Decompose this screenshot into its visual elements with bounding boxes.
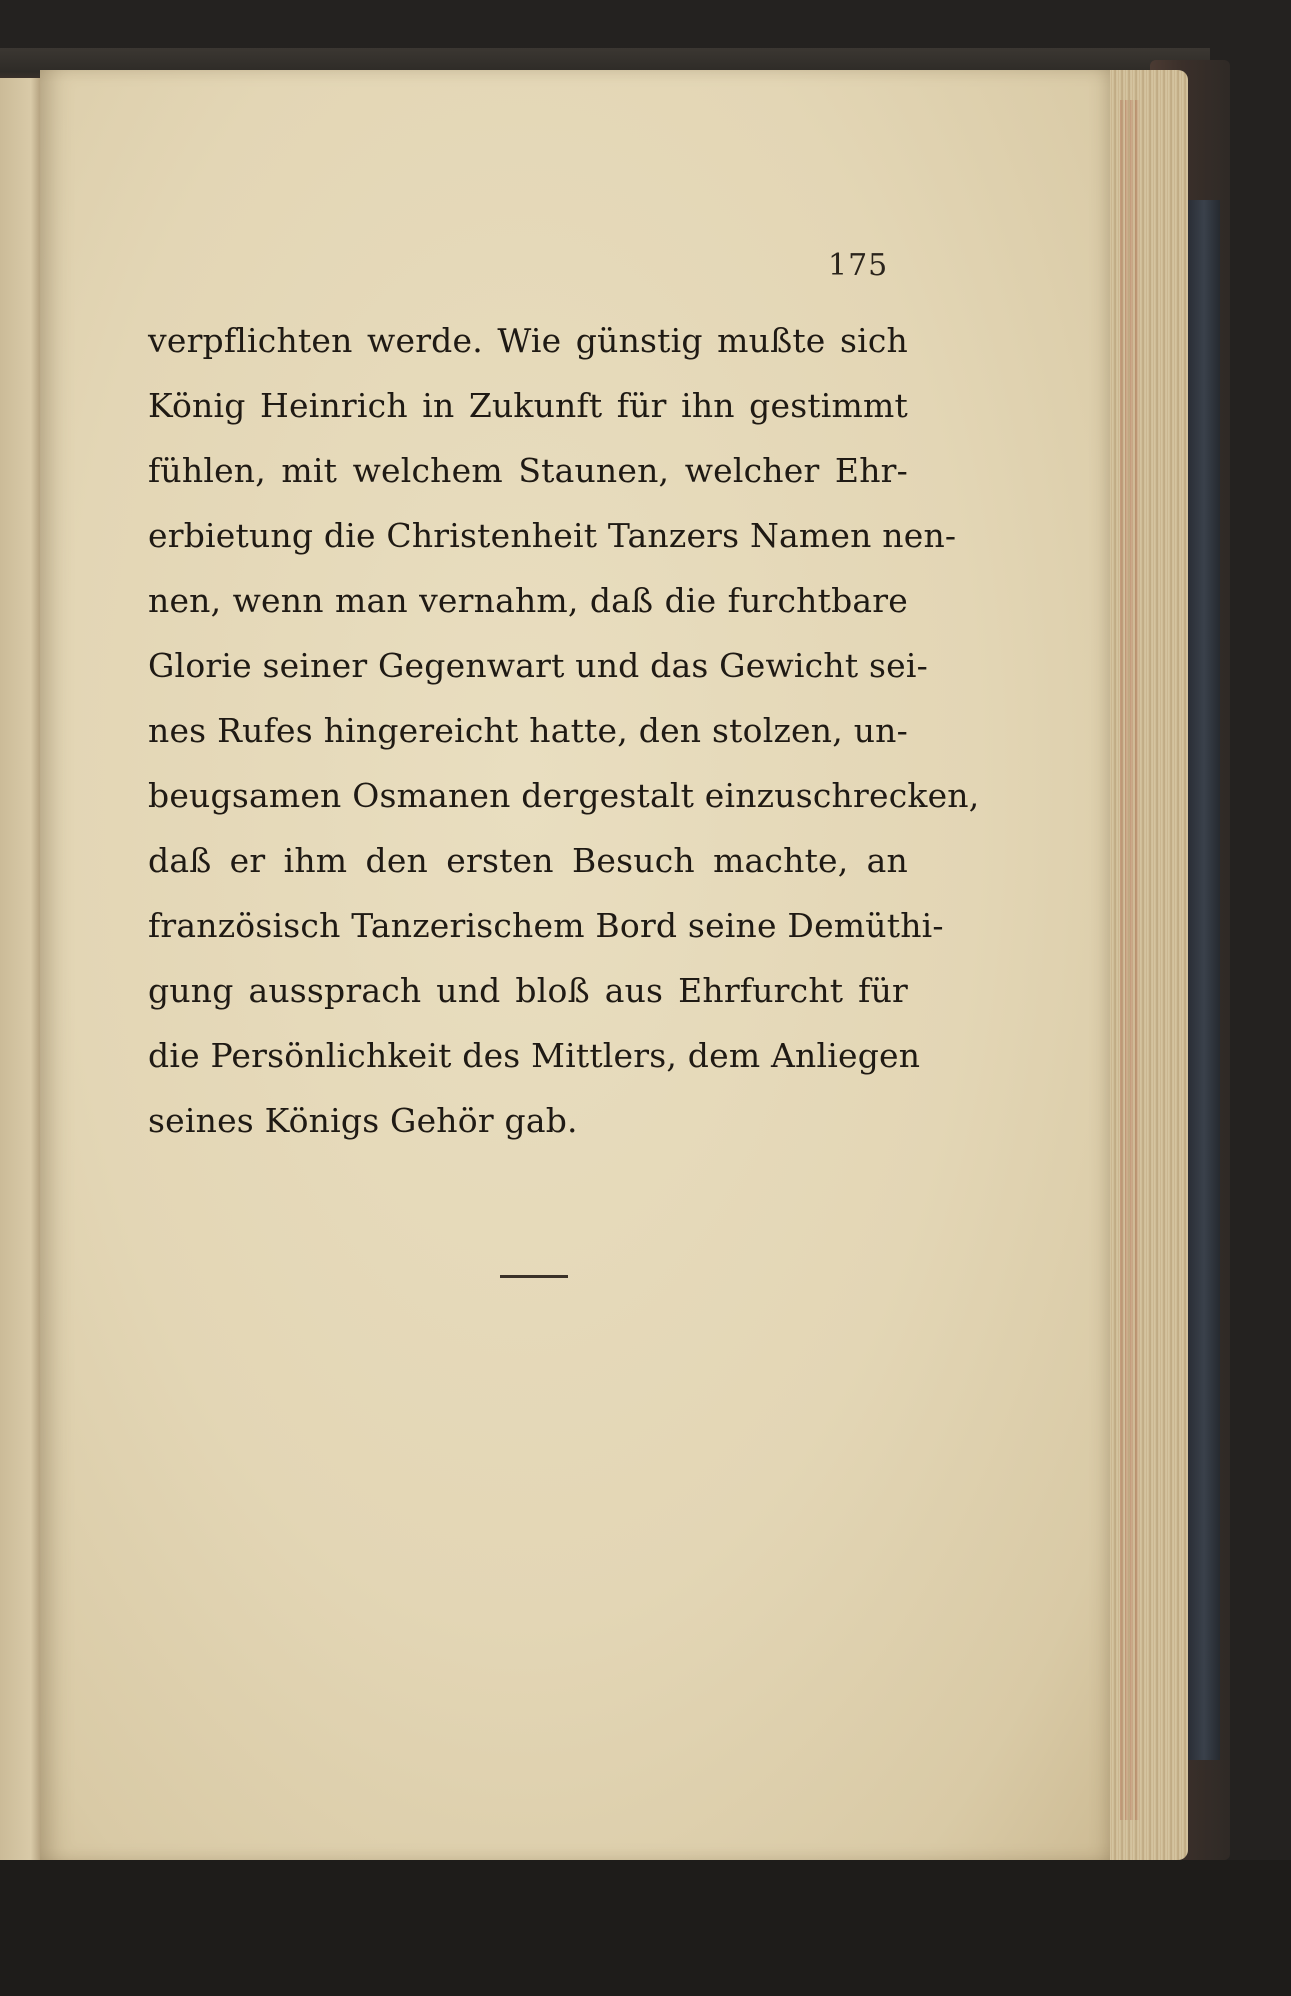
text-line: beugsamen Osmanen dergestalt einzuschrecken, xyxy=(148,776,980,815)
page-number: 175 xyxy=(828,248,889,283)
left-page-edge xyxy=(0,78,44,1878)
text-line: Glorie seiner Gegenwart und das Gewicht sei‐ xyxy=(148,646,928,685)
body-text xyxy=(148,308,980,1153)
text-line: erbietung die Christenheit Tanzers Namen nen‐ xyxy=(148,516,957,555)
text-line: daß er ihm den ersten Besuch machte, an xyxy=(148,841,908,880)
red-page-edge xyxy=(1120,100,1140,1820)
text-line: verpflichten werde. Wie günstig mußte sich xyxy=(148,321,908,360)
text-line: nes Rufes hingereicht hatte, den stolzen, un‐ xyxy=(148,711,908,750)
text-line: fühlen, mit welchem Staunen, welcher Ehr‐ xyxy=(148,451,908,490)
text-line: nen, wenn man vernahm, daß die furchtbare xyxy=(148,581,908,620)
text-line: gung aussprach und bloß aus Ehrfurcht für xyxy=(148,971,908,1010)
text-line: seines Königs Gehör gab. xyxy=(148,1101,578,1140)
text-line: französisch Tanzerischem Bord seine Demüthi‐ xyxy=(148,906,944,945)
page-edges xyxy=(1098,70,1188,1860)
text-line: König Heinrich in Zukunft für ihn gestimmt xyxy=(148,386,908,425)
text-line: die Persönlichkeit des Mittlers, dem Anliegen xyxy=(148,1036,921,1075)
cover-cloth-edge xyxy=(1188,200,1220,1760)
section-end-rule xyxy=(500,1275,568,1278)
bottom-background xyxy=(0,1860,1291,1996)
